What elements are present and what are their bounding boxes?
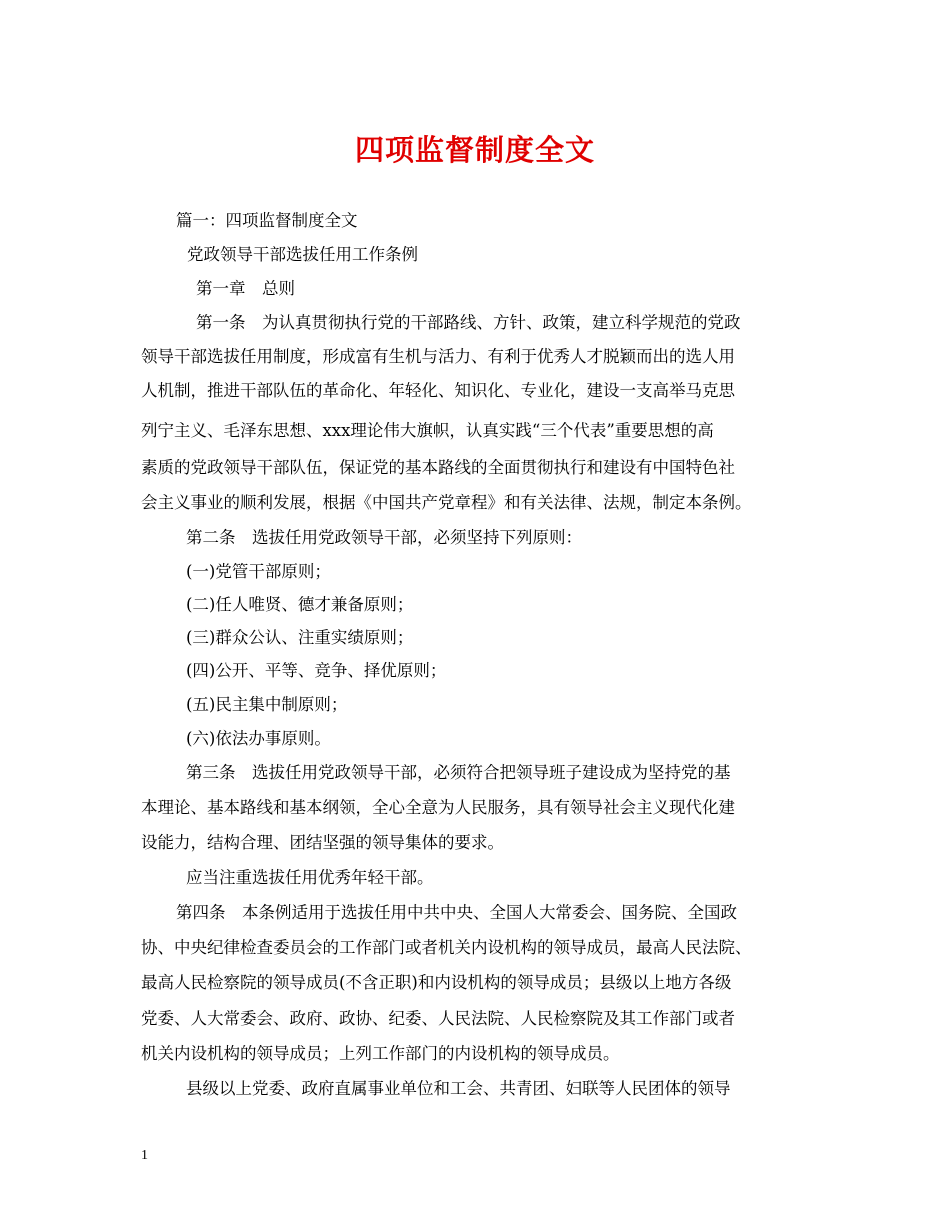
document-line: 党委、人大常委会、政府、政协、纪委、人民法院、人民检察院及其工作部门或者	[141, 1009, 735, 1028]
document-line: 最高人民检察院的领导成员(不含正职)和内设机构的领导成员；县级以上地方各级	[141, 973, 732, 992]
document-line: (四)公开、平等、竞争、择优原则；	[186, 661, 447, 680]
document-line: 应当注重选拔任用优秀年轻干部。	[186, 868, 434, 887]
document-line: 第四条 本条例适用于选拔任用中共中央、全国人大常委会、国务院、全国政	[176, 903, 737, 922]
document-line: 本理论、基本路线和基本纲领，全心全意为人民服务，具有领导社会主义现代化建	[141, 798, 735, 817]
document-line: 机关内设机构的领导成员；上列工作部门的内设机构的领导成员。	[141, 1044, 620, 1063]
document-line: 第三条 选拔任用党政领导干部，必须符合把领导班子建设成为坚持党的基	[186, 763, 731, 782]
document-line: 会主义事业的顺利发展，根据《中国共产党章程》和有关法律、法规，制定本条例。	[141, 493, 752, 512]
document-line: (一)党管干部原则；	[186, 562, 331, 581]
document-line: 领导干部选拔任用制度，形成富有生机与活力、有利于优秀人才脱颖而出的选人用	[141, 347, 735, 366]
document-line: (三)群众公认、注重实绩原则；	[186, 628, 414, 647]
document-line: 列宁主义、毛泽东思想、xxx理论伟大旗帜，认真实践“三个代表”重要思想的高	[141, 421, 714, 440]
document-title: 四项监督制度全文	[354, 133, 595, 167]
document-line: 设能力，结构合理、团结坚强的领导集体的要求。	[141, 833, 504, 852]
page-number: 1	[141, 1148, 148, 1163]
document-line: (六)依法办事原则。	[186, 729, 331, 748]
document-line: 第二条 选拔任用党政领导干部，必须坚持下列原则：	[186, 528, 582, 547]
document-line: 党政领导干部选拔任用工作条例	[187, 245, 418, 264]
document-line: (二)任人唯贤、德才兼备原则；	[186, 595, 414, 614]
document-line: 第一条 为认真贯彻执行党的干部路线、方针、政策，建立科学规范的党政	[196, 313, 741, 332]
document-line: (五)民主集中制原则；	[186, 695, 348, 714]
document-line: 第一章 总则	[196, 279, 295, 298]
document-line: 人机制，推进干部队伍的革命化、年轻化、知识化、专业化，建设一支高举马克思	[141, 381, 735, 400]
document-line: 素质的党政领导干部队伍，保证党的基本路线的全面贯彻执行和建设有中国特色社	[141, 458, 735, 477]
document-line: 县级以上党委、政府直属事业单位和工会、共青团、妇联等人民团体的领导	[186, 1079, 731, 1098]
document-line: 协、中央纪律检查委员会的工作部门或者机关内设机构的领导成员，最高人民法院、	[141, 938, 752, 957]
document-line: 篇一：四项监督制度全文	[176, 211, 358, 230]
